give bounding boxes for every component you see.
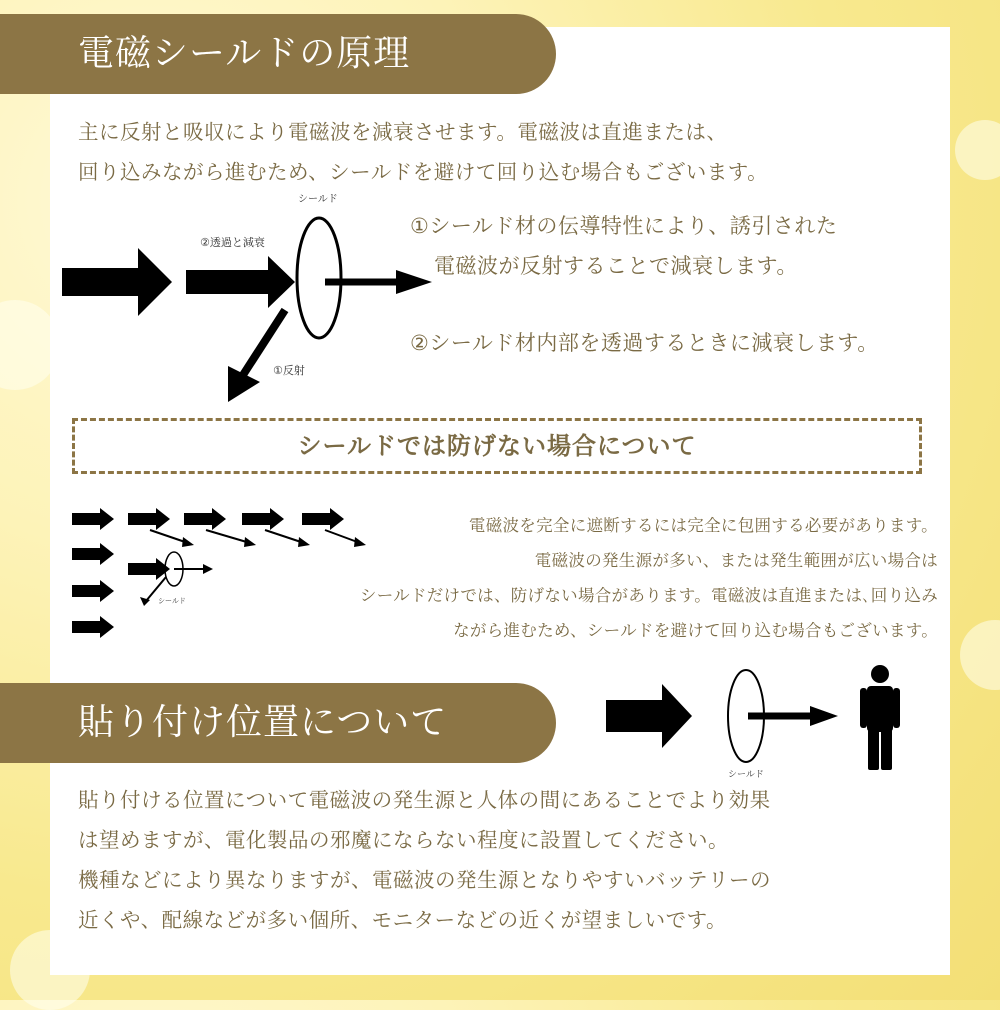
background-sparkle (960, 620, 1000, 690)
arrow-icon (184, 508, 226, 530)
diagram-reflect-label: ①反射 (273, 364, 305, 377)
shield-principle-diagram (60, 190, 440, 405)
diagram-shield-label: シールド (298, 194, 338, 205)
arrow-icon (128, 508, 170, 530)
placement-line: 機種などにより異なりますが、電磁波の発生源となりやすいバッテリーの (78, 868, 771, 892)
section-title: 貼り付け位置について (78, 702, 448, 743)
arrow-icon (128, 558, 170, 580)
placement-line: 貼り付ける位置について電磁波の発生源と人体の間にあることでより効果 (78, 788, 771, 812)
intro-line: 主に反射と吸収により電磁波を減衰させます。電磁波は直進または、 (78, 120, 728, 144)
placement-diagram (600, 662, 910, 782)
multiple-sources-diagram (70, 505, 370, 645)
section-title-banner (0, 683, 556, 763)
diagram-shield-label: シールド (728, 770, 764, 780)
note-line: 電磁波を完全に遮断するには完全に包囲する必要があります。 (468, 516, 938, 535)
intro-line: 回り込みながら進むため、シールドを避けて回り込む場合もございます。 (78, 160, 769, 184)
arrow-icon (302, 508, 344, 530)
arrow-icon (72, 616, 114, 638)
intro-paragraph (78, 112, 768, 192)
arrow-icon (72, 543, 114, 565)
section-title: シールドでは防げない場合について (297, 432, 697, 460)
section-title-banner (0, 14, 556, 94)
placement-line: は望めますが、電化製品の邪魔にならない程度に設置してください。 (78, 828, 729, 852)
arrow-icon (72, 580, 114, 602)
diagram-transmit-label: ②透過と減衰 (200, 236, 265, 249)
arrow-icon (396, 270, 432, 294)
note-line: 電磁波の発生源が多い、または発生範囲が広い場合は (534, 551, 938, 570)
principle-point-2: ②シールド材内部を透過するときに減衰します。 (410, 331, 879, 355)
arrow-icon (606, 684, 692, 748)
arrow-icon (810, 706, 838, 726)
arrow-icon (242, 508, 284, 530)
background-sparkle (955, 120, 1000, 180)
arrow-icon (72, 508, 114, 530)
note-line: シールドだけでは、防げない場合があります。電磁波は直進または､回り込み (359, 586, 938, 605)
person-icon (860, 665, 900, 770)
note-line: ながら進むため、シールドを避けて回り込む場合もございます。 (453, 621, 938, 640)
section-title-box (72, 418, 922, 474)
principle-point-1: ①シールド材の伝導特性により、誘引された (410, 214, 838, 238)
shield-ellipse-icon (297, 218, 341, 338)
diagram-shield-label: シールド (158, 597, 186, 605)
principle-point-1-cont: 電磁波が反射することで減衰します。 (434, 254, 798, 278)
placement-line: 近くや、配線などが多い個所、モニターなどの近くが望ましいです。 (78, 908, 727, 932)
arrow-icon (62, 248, 172, 316)
arrow-icon (186, 256, 295, 308)
section-title: 電磁シールドの原理 (78, 33, 411, 74)
placement-paragraph (78, 780, 771, 940)
